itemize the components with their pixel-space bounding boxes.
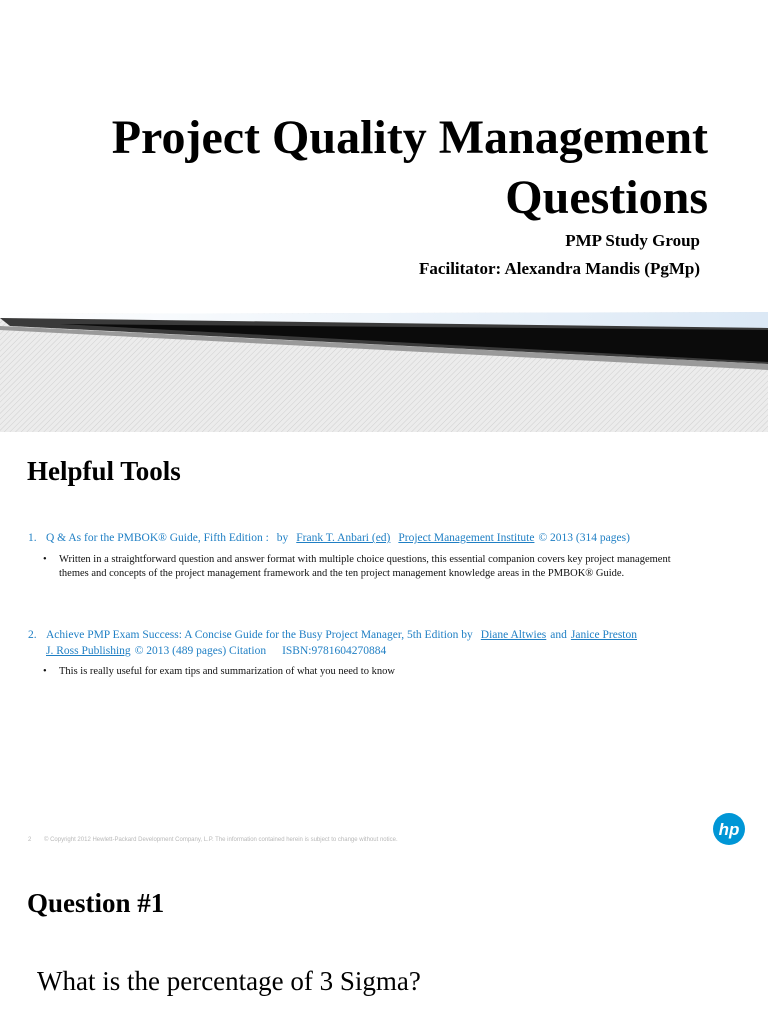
isbn: ISBN:9781604270884 bbox=[282, 645, 387, 657]
title-line-1: Project Quality Management bbox=[111, 111, 708, 164]
bullet-glyph: • bbox=[43, 554, 47, 565]
list-number: 1. bbox=[28, 532, 37, 544]
description-text: This is really useful for exam tips and summarization of what you need to know bbox=[59, 666, 395, 677]
question-heading: Question #1 bbox=[27, 888, 165, 918]
book-title: Q & As for the PMBOK® Guide, Fifth Edition : bbox=[46, 532, 269, 544]
reference-2 bbox=[28, 629, 637, 641]
subtitle-facilitator: Facilitator: Alexandra Mandis (PgMp) bbox=[419, 259, 700, 278]
author-link[interactable]: Frank T. Anbari (ed) bbox=[296, 532, 391, 544]
hp-logo-icon bbox=[712, 812, 746, 846]
publisher-link[interactable]: J. Ross Publishing bbox=[46, 645, 131, 657]
publication-date: © 2013 (489 pages) Citation bbox=[134, 645, 267, 657]
publisher-link[interactable]: Project Management Institute bbox=[398, 532, 535, 544]
bullet-glyph: • bbox=[43, 666, 47, 677]
publication-date: © 2013 (314 pages) bbox=[538, 532, 630, 544]
slide-heading: Helpful Tools bbox=[27, 456, 181, 486]
question-slide bbox=[0, 864, 768, 1024]
slide-title bbox=[28, 108, 708, 228]
author-link[interactable]: Janice Preston bbox=[570, 629, 637, 641]
logo-text: hp bbox=[718, 820, 740, 839]
slide-footer bbox=[28, 837, 398, 843]
and-label: and bbox=[550, 629, 567, 641]
page-number: 2 bbox=[28, 837, 32, 843]
helpful-tools-slide bbox=[0, 432, 768, 864]
title-slide bbox=[0, 0, 768, 432]
reference-2-publisher-line bbox=[46, 645, 386, 657]
by-label: by bbox=[276, 532, 289, 544]
title-line-2: Questions bbox=[505, 171, 708, 224]
list-number: 2. bbox=[28, 629, 37, 641]
book-title: Achieve PMP Exam Success: A Concise Guide for the Busy Project Manager, 5th Edition by bbox=[46, 629, 473, 641]
reference-1 bbox=[28, 532, 630, 544]
decorative-banner bbox=[0, 300, 768, 432]
subtitle-study-group: PMP Study Group bbox=[565, 231, 700, 250]
question-text: What is the percentage of 3 Sigma? bbox=[37, 966, 421, 996]
copyright-notice: © Copyright 2012 Hewlett-Packard Development Company, L.P. The information contained herein is subject to change without notice. bbox=[44, 837, 398, 843]
description-text: Written in a straightforward question and answer format with multiple choice questions, this essential companion covers key project management themes and concepts of the project management framework and the ten project management knowledge areas in the PMBOK® Guide. bbox=[59, 554, 671, 579]
author-link[interactable]: Diane Altwies bbox=[480, 629, 547, 641]
